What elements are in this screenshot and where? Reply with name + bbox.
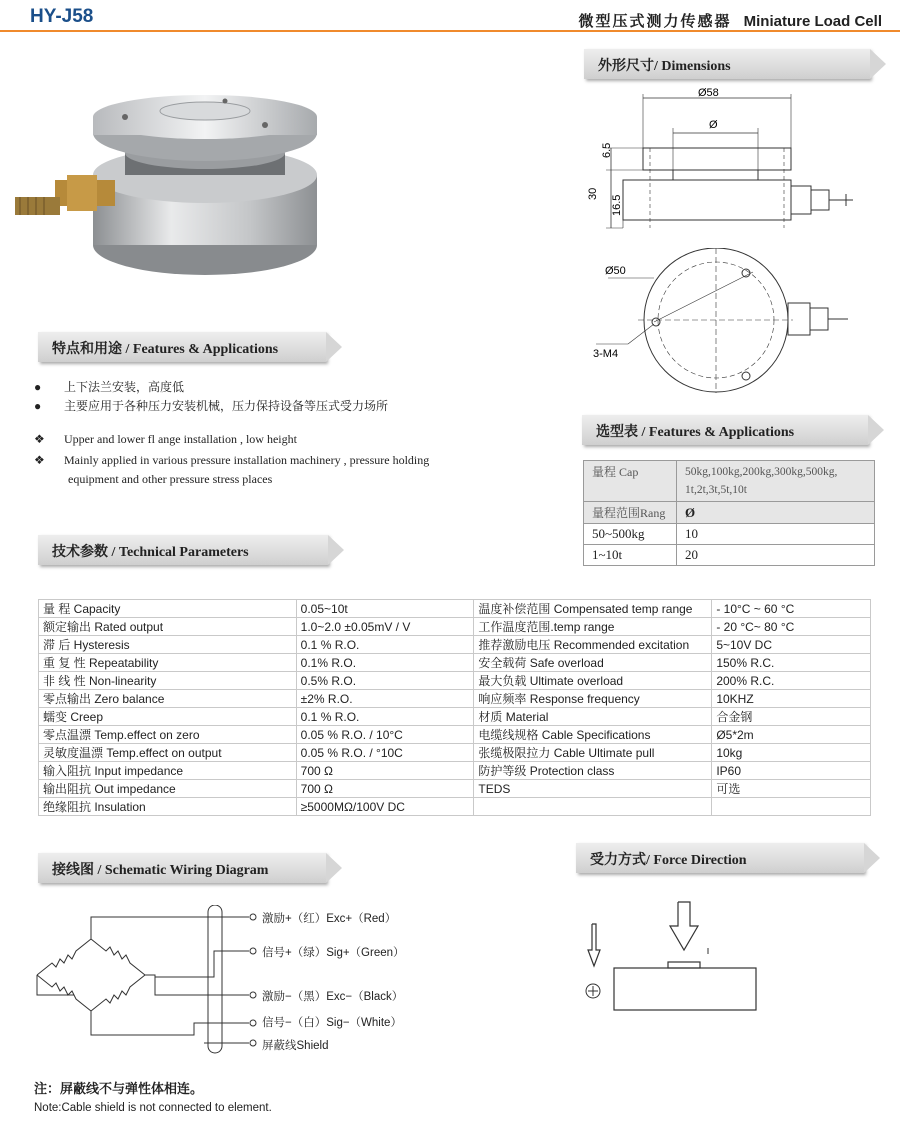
table-cell: 可选 bbox=[712, 780, 871, 798]
section-technical-title: 技术参数 / Technical Parameters bbox=[52, 545, 249, 560]
features-list bbox=[34, 378, 474, 489]
note-cn: 注：屏蔽线不与弹性体相连。 bbox=[34, 1081, 204, 1096]
dim-d58: Ø58 bbox=[698, 88, 719, 99]
table-cell bbox=[712, 798, 871, 816]
feature-en-2: ❖ Mainly applied in various pressure installation machinery , pressure holding bbox=[34, 451, 474, 470]
dim-h30: 30 bbox=[587, 187, 599, 200]
wire-shield: 屏蔽线Shield bbox=[262, 1040, 329, 1052]
table-cell bbox=[474, 798, 712, 816]
table-row bbox=[39, 726, 871, 744]
side-view-drawing bbox=[578, 88, 878, 248]
table-cell: 蠕变 Creep bbox=[39, 708, 297, 726]
table-cell: 合金钢 bbox=[712, 708, 871, 726]
table-cell: 量 程 Capacity bbox=[39, 600, 297, 618]
table-cell: 0.1% R.O. bbox=[296, 654, 474, 672]
table-cell: 0.05 % R.O. / 10°C bbox=[296, 726, 474, 744]
feature-en-2-cont: equipment and other pressure stress places bbox=[68, 472, 273, 486]
feature-cn-1: ● 上下法兰安装，高度低 bbox=[34, 378, 474, 397]
table-cell: Ø bbox=[677, 502, 875, 524]
selection-table bbox=[583, 460, 875, 566]
table-row bbox=[39, 744, 871, 762]
table-cell: 温度补偿范围 Compensated temp range bbox=[474, 600, 712, 618]
table-row bbox=[584, 461, 875, 502]
section-selection-title: 选型表 / Features & Applications bbox=[596, 425, 795, 440]
table-cell: 量程范围Rang bbox=[584, 502, 677, 524]
wiring-diagram bbox=[34, 905, 264, 1055]
table-cell: 输入阻抗 Input impedance bbox=[39, 762, 297, 780]
wire-exc-minus: 激励−（黑）Exc−（Black） bbox=[262, 991, 404, 1003]
table-cell: 非 线 性 Non-linearity bbox=[39, 672, 297, 690]
bullet-icon: ● bbox=[34, 380, 42, 394]
table-cell: 防护等级 Protection class bbox=[474, 762, 712, 780]
dim-h65: 6.5 bbox=[601, 142, 613, 158]
table-cell: 50kg,100kg,200kg,300kg,500kg, 1t,2t,3t,5t,10t bbox=[677, 461, 875, 502]
table-cell: 最大负载 Ultimate overload bbox=[474, 672, 712, 690]
table-cell: 安全载荷 Safe overload bbox=[474, 654, 712, 672]
table-cell: 额定输出 Rated output bbox=[39, 618, 297, 636]
section-selection-header bbox=[582, 415, 884, 445]
table-cell: 张缆极限拉力 Cable Ultimate pull bbox=[474, 744, 712, 762]
table-cell: 0.1 % R.O. bbox=[296, 708, 474, 726]
table-cell: 零点温漂 Temp.effect on zero bbox=[39, 726, 297, 744]
dim-m4: 3-M4 bbox=[593, 348, 619, 360]
table-cell: 0.05 % R.O. / °10C bbox=[296, 744, 474, 762]
table-row bbox=[39, 780, 871, 798]
table-cell: 10 bbox=[677, 524, 875, 545]
section-features-title: 特点和用途 / Features & Applications bbox=[52, 342, 279, 357]
table-row bbox=[39, 762, 871, 780]
table-cell: 电缆线规格 Cable Specifications bbox=[474, 726, 712, 744]
table-cell: ≥5000MΩ/100V DC bbox=[296, 798, 474, 816]
section-force-header bbox=[576, 843, 880, 873]
spec-table bbox=[38, 599, 871, 816]
table-cell: 重 复 性 Repeatability bbox=[39, 654, 297, 672]
table-cell: 10kg bbox=[712, 744, 871, 762]
section-dimensions-header bbox=[584, 49, 886, 79]
section-wiring-title: 接线图 / Schematic Wiring Diagram bbox=[52, 863, 269, 878]
table-row bbox=[39, 618, 871, 636]
section-technical-header bbox=[38, 535, 344, 565]
force-direction-diagram bbox=[578, 898, 768, 1018]
product-title bbox=[578, 10, 882, 31]
table-cell: 输出阻抗 Out impedance bbox=[39, 780, 297, 798]
table-cell: 150% R.C. bbox=[712, 654, 871, 672]
section-features-header bbox=[38, 332, 342, 362]
diamond-bullet-icon: ❖ bbox=[34, 453, 45, 467]
table-cell: 1.0~2.0 ±0.05mV / V bbox=[296, 618, 474, 636]
table-row bbox=[584, 545, 875, 566]
bullet-icon: ● bbox=[34, 399, 42, 413]
wire-sig-plus: 信号+（绿）Sig+（Green） bbox=[262, 947, 405, 959]
table-cell: 0.5% R.O. bbox=[296, 672, 474, 690]
table-cell: - 10°C ~ 60 °C bbox=[712, 600, 871, 618]
table-row bbox=[39, 654, 871, 672]
product-title-en: Miniature Load Cell bbox=[743, 13, 882, 30]
feature-en-1: ❖ Upper and lower fl ange installation , low height bbox=[34, 430, 474, 449]
wire-exc-plus: 激励+（红）Exc+（Red） bbox=[262, 913, 397, 925]
table-cell: 10KHZ bbox=[712, 690, 871, 708]
feature-cn-2: ● 主要应用于各种压力安装机械，压力保持设备等压式受力场所 bbox=[34, 397, 474, 416]
table-cell: ±2% R.O. bbox=[296, 690, 474, 708]
table-row bbox=[39, 690, 871, 708]
table-cell: 绝缘阻抗 Insulation bbox=[39, 798, 297, 816]
section-wiring-header bbox=[38, 853, 342, 883]
section-dimensions-title: 外形尺寸/ Dimensions bbox=[598, 59, 731, 74]
table-cell: 700 Ω bbox=[296, 762, 474, 780]
table-cell: 响应频率 Response frequency bbox=[474, 690, 712, 708]
dim-h165: 16.5 bbox=[611, 194, 623, 216]
note-en: Note:Cable shield is not connected to element. bbox=[34, 1102, 272, 1114]
table-cell: 20 bbox=[677, 545, 875, 566]
top-view-drawing bbox=[578, 248, 878, 398]
table-cell: 量程 Cap bbox=[584, 461, 677, 502]
table-cell: IP60 bbox=[712, 762, 871, 780]
table-cell: 0.05~10t bbox=[296, 600, 474, 618]
table-cell: - 20 °C~ 80 °C bbox=[712, 618, 871, 636]
table-cell: 推荐激励电压 Recommended excitation bbox=[474, 636, 712, 654]
model-number: HY-J58 bbox=[30, 6, 94, 27]
table-cell: 滞 后 Hysteresis bbox=[39, 636, 297, 654]
table-row bbox=[39, 636, 871, 654]
wire-sig-minus: 信号−（白）Sig−（White） bbox=[262, 1017, 402, 1029]
dim-d-inner: Ø bbox=[709, 119, 718, 131]
table-cell: 材质 Material bbox=[474, 708, 712, 726]
dim-d50: Ø50 bbox=[605, 265, 626, 277]
table-cell: 工作温度范围.temp range bbox=[474, 618, 712, 636]
table-cell: 700 Ω bbox=[296, 780, 474, 798]
table-row bbox=[584, 502, 875, 524]
table-cell: 200% R.C. bbox=[712, 672, 871, 690]
table-row bbox=[39, 798, 871, 816]
table-cell: 1~10t bbox=[584, 545, 677, 566]
table-row bbox=[39, 708, 871, 726]
product-title-cn: 微型压式测力传感器 bbox=[578, 13, 732, 30]
table-row bbox=[39, 600, 871, 618]
table-cell: 5~10V DC bbox=[712, 636, 871, 654]
table-cell: 零点输出 Zero balance bbox=[39, 690, 297, 708]
product-photo bbox=[15, 95, 325, 275]
table-cell: Ø5*2m bbox=[712, 726, 871, 744]
table-row bbox=[39, 672, 871, 690]
table-cell: 灵敏度温漂 Temp.effect on output bbox=[39, 744, 297, 762]
diamond-bullet-icon: ❖ bbox=[34, 432, 45, 446]
table-cell: 0.1 % R.O. bbox=[296, 636, 474, 654]
table-row bbox=[584, 524, 875, 545]
table-cell: TEDS bbox=[474, 780, 712, 798]
table-cell: 50~500kg bbox=[584, 524, 677, 545]
section-force-title: 受力方式/ Force Direction bbox=[590, 853, 747, 868]
header-divider bbox=[0, 30, 900, 32]
